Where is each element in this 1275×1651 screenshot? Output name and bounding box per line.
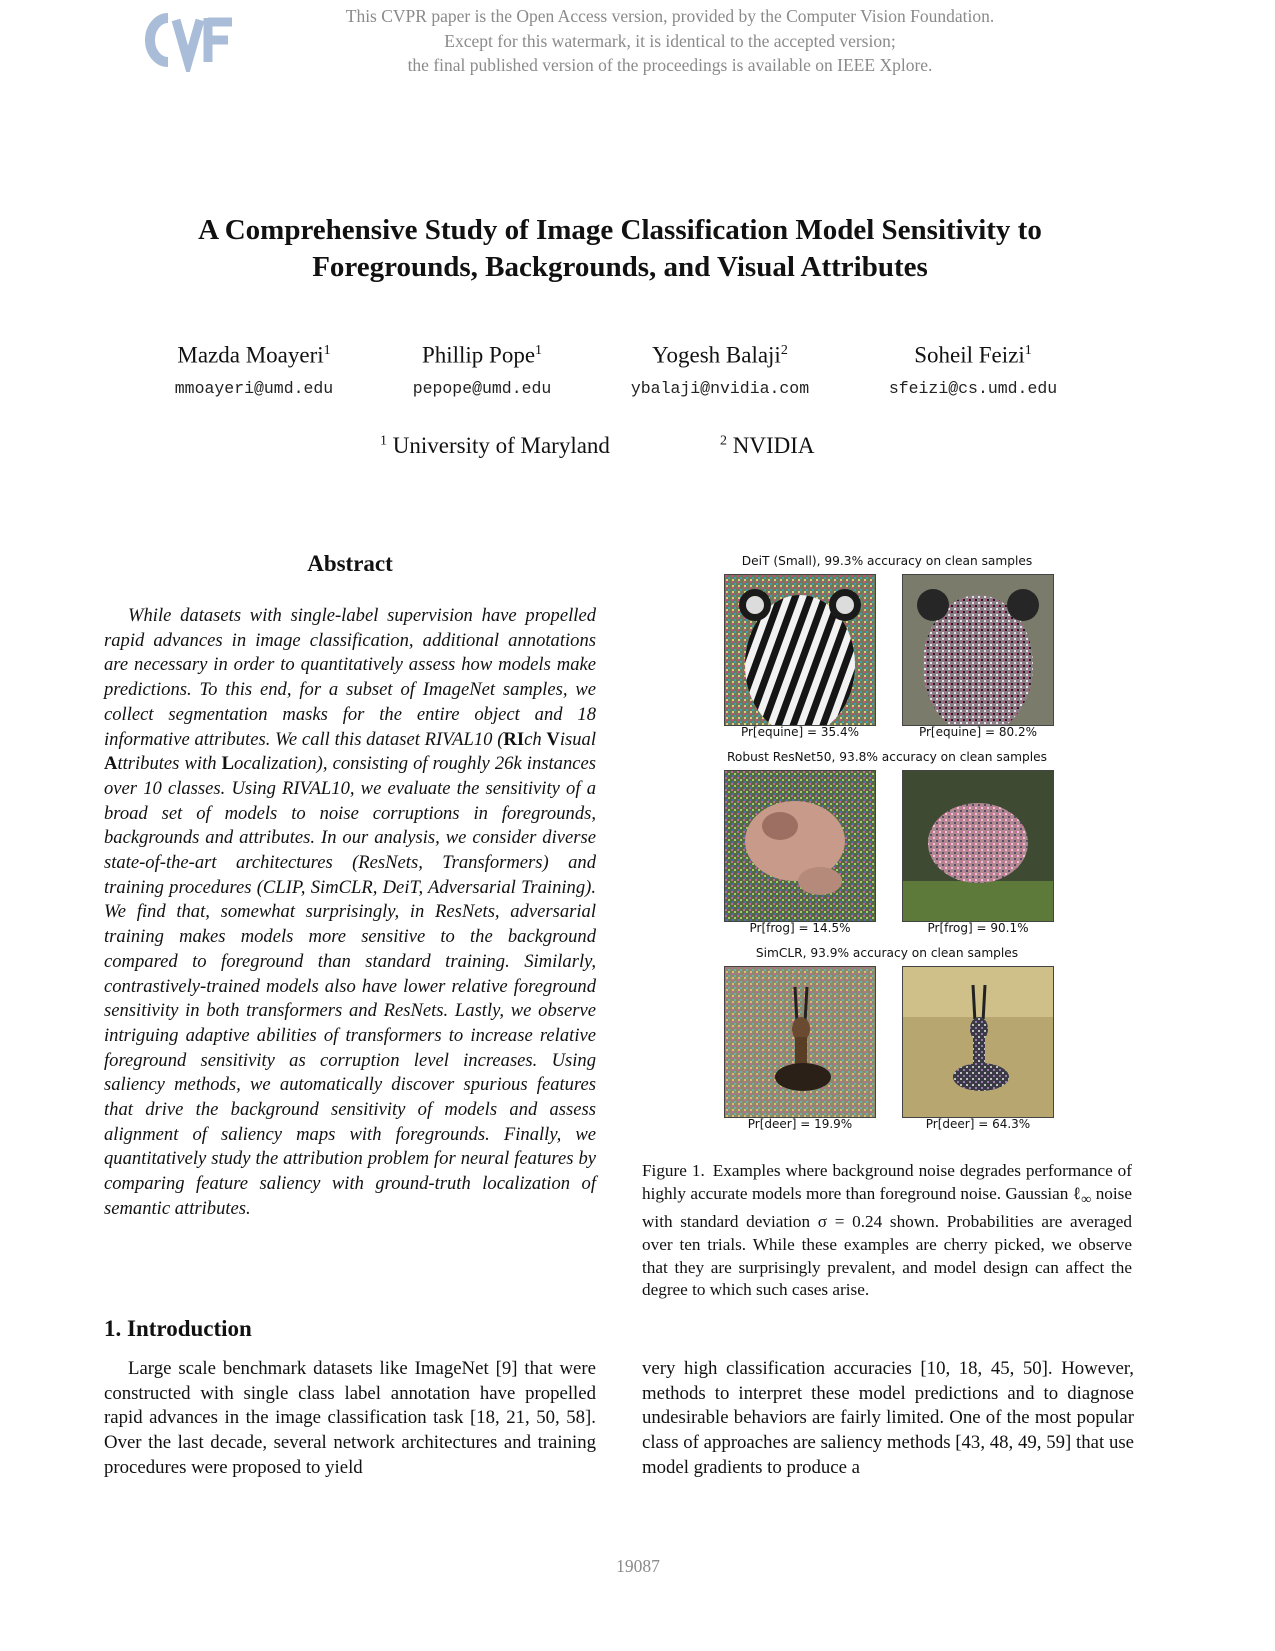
intro-left-column: Large scale benchmark datasets like ImageNet [9] that were constructed with single class label annotation have propelled rapid advances in the image classification task [18, 21, 50, 58]. Over the last decade, several network architectures and training procedures were proposed to yield — [104, 1358, 596, 1478]
paper-title — [150, 212, 1090, 286]
page-number: 19087 — [616, 1556, 660, 1576]
abstract-text: ), consisting of roughly 26k instances over 10 classes. Using RIVAL10, we evaluate the sensitivity of a broad set of models to noise corruptions in foregrounds, backgrounds and attributes. In our analysis, we consider diverse state-of-the-art architectures (ResNets, Transformers) and training procedures (CLIP, SimCLR, DeiT, Adversarial Training). We find that, somewhat surprisingly, in ResNets, adversarial training makes models more sensitive to the background compared to foreground than standard training. Similarly, contrastively-trained models also have lower relative foreground sensitivity in both transformers and ResNets. Lastly, we observe intriguing adaptive abilities of transformers to increase relative foreground sensitivity as corruption level increases. Using saliency methods, we automatically discover spurious features that drive the background sensitivity of models and assess alignment of saliency maps with foregrounds. Finally, we quantitatively study the attribution problem for neural features by comparing feature saliency with ground-truth localization of semantic attributes. — [104, 753, 597, 1219]
author-email: ybalaji@nvidia.com — [630, 378, 810, 398]
acronym-rest: ocalization — [234, 753, 317, 775]
watermark-line: the final published version of the proceedings is available on IEEE Xplore. — [407, 55, 933, 75]
figure-label: Figure 1. — [642, 1161, 705, 1180]
author-email: sfeizi@cs.umd.edu — [888, 378, 1058, 398]
abstract-body — [104, 604, 596, 1222]
affiliation — [720, 433, 815, 459]
figure-row-title: DeiT (Small), 99.3% accuracy on clean samples — [741, 554, 1033, 568]
author-sup: 1 — [323, 343, 331, 358]
affiliation — [380, 433, 720, 459]
author-block — [124, 337, 384, 398]
affiliation-sup: 1 — [380, 433, 387, 449]
author-block — [590, 337, 850, 398]
figure-caption — [642, 1160, 1132, 1302]
author-block — [352, 337, 612, 398]
frog-bg-noise-image — [724, 770, 876, 922]
author-name: Soheil Feizi — [914, 342, 1025, 368]
caption-sub: ∞ — [1081, 1191, 1092, 1208]
acronym-rest: ttributes with — [117, 753, 222, 775]
acronym-letter: A — [104, 753, 118, 775]
author-email: pepope@umd.edu — [412, 378, 552, 398]
watermark-line: Except for this watermark, it is identical to the accepted version; — [444, 30, 896, 51]
probability-label: Pr[frog] = 90.1% — [927, 921, 1029, 935]
title-line: A Comprehensive Study of Image Classification Model Sensitivity to — [198, 214, 1042, 246]
section-heading: 1. Introduction — [104, 1316, 252, 1341]
affiliation-name: NVIDIA — [732, 433, 815, 458]
figure-row-title: SimCLR, 93.9% accuracy on clean samples — [755, 946, 1019, 960]
caption-text: Examples where background noise degrades performance of highly accurate models more than foreground noise. Gaussian ℓ — [642, 1161, 1133, 1203]
probability-label: Pr[deer] = 64.3% — [925, 1117, 1031, 1131]
watermark-text — [330, 4, 1010, 78]
zebra-bg-noise-image — [724, 574, 876, 726]
title-line: Foregrounds, Backgrounds, and Visual Attributes — [312, 251, 928, 283]
author-sup: 1 — [535, 343, 543, 358]
abstract-heading: Abstract — [307, 551, 393, 576]
acronym-letter: RI — [503, 728, 525, 750]
deer-bg-noise-image — [724, 966, 876, 1118]
cvf-logo — [138, 10, 234, 72]
author-sup: 1 — [1024, 343, 1032, 358]
author-block — [843, 337, 1103, 398]
author-sup: 2 — [780, 343, 788, 358]
abstract-text: While datasets with single-label supervision have propelled rapid advances in image classification, additional annotations are necessary in order to quantitatively assess how models make predictions. To this end, for a subset of ImageNet samples, we collect segmentation masks for the entire object and 18 informative attributes. We call this dataset RIVAL10 ( — [104, 605, 596, 750]
affiliation-sup: 2 — [720, 433, 727, 449]
probability-label: Pr[deer] = 19.9% — [747, 1117, 853, 1131]
frog-fg-noise-image — [902, 770, 1054, 922]
figure-row-title: Robust ResNet50, 93.8% accuracy on clean samples — [726, 750, 1048, 764]
affiliation-name: University of Maryland — [392, 433, 610, 458]
caption-text: noise with standard deviation σ = 0.24 shown. Probabilities are averaged over ten trials. While these examples are cherry picked, we observe that they are surprisingly prevalent, and model design can affect the degree to which such cases arise. — [642, 1183, 1132, 1300]
zebra-fg-noise-image — [902, 574, 1054, 726]
acronym-letter: V — [546, 728, 560, 750]
acronym-rest: ch — [524, 728, 547, 750]
deer-fg-noise-image — [902, 966, 1054, 1118]
probability-label: Pr[equine] = 80.2% — [918, 725, 1038, 739]
acronym-letter: L — [221, 753, 235, 775]
author-name: Phillip Pope — [421, 342, 536, 368]
affiliations — [380, 433, 900, 459]
probability-label: Pr[equine] = 35.4% — [740, 725, 860, 739]
probability-label: Pr[frog] = 14.5% — [749, 921, 851, 935]
author-email: mmoayeri@umd.edu — [174, 378, 334, 398]
intro-right-column: very high classification accuracies [10, 18, 45, 50]. However, methods to interpret these model predictions and to diagnose undesirable behaviors are fairly limited. One of the most popular class of approaches are saliency methods [43, 48, 49, 59] that use model gradients to produce a — [642, 1358, 1134, 1478]
acronym-rest: isual — [559, 728, 596, 750]
author-name: Mazda Moayeri — [177, 342, 324, 368]
author-name: Yogesh Balaji — [652, 342, 781, 368]
watermark-line: This CVPR paper is the Open Access version, provided by the Computer Vision Foundation. — [345, 6, 995, 26]
